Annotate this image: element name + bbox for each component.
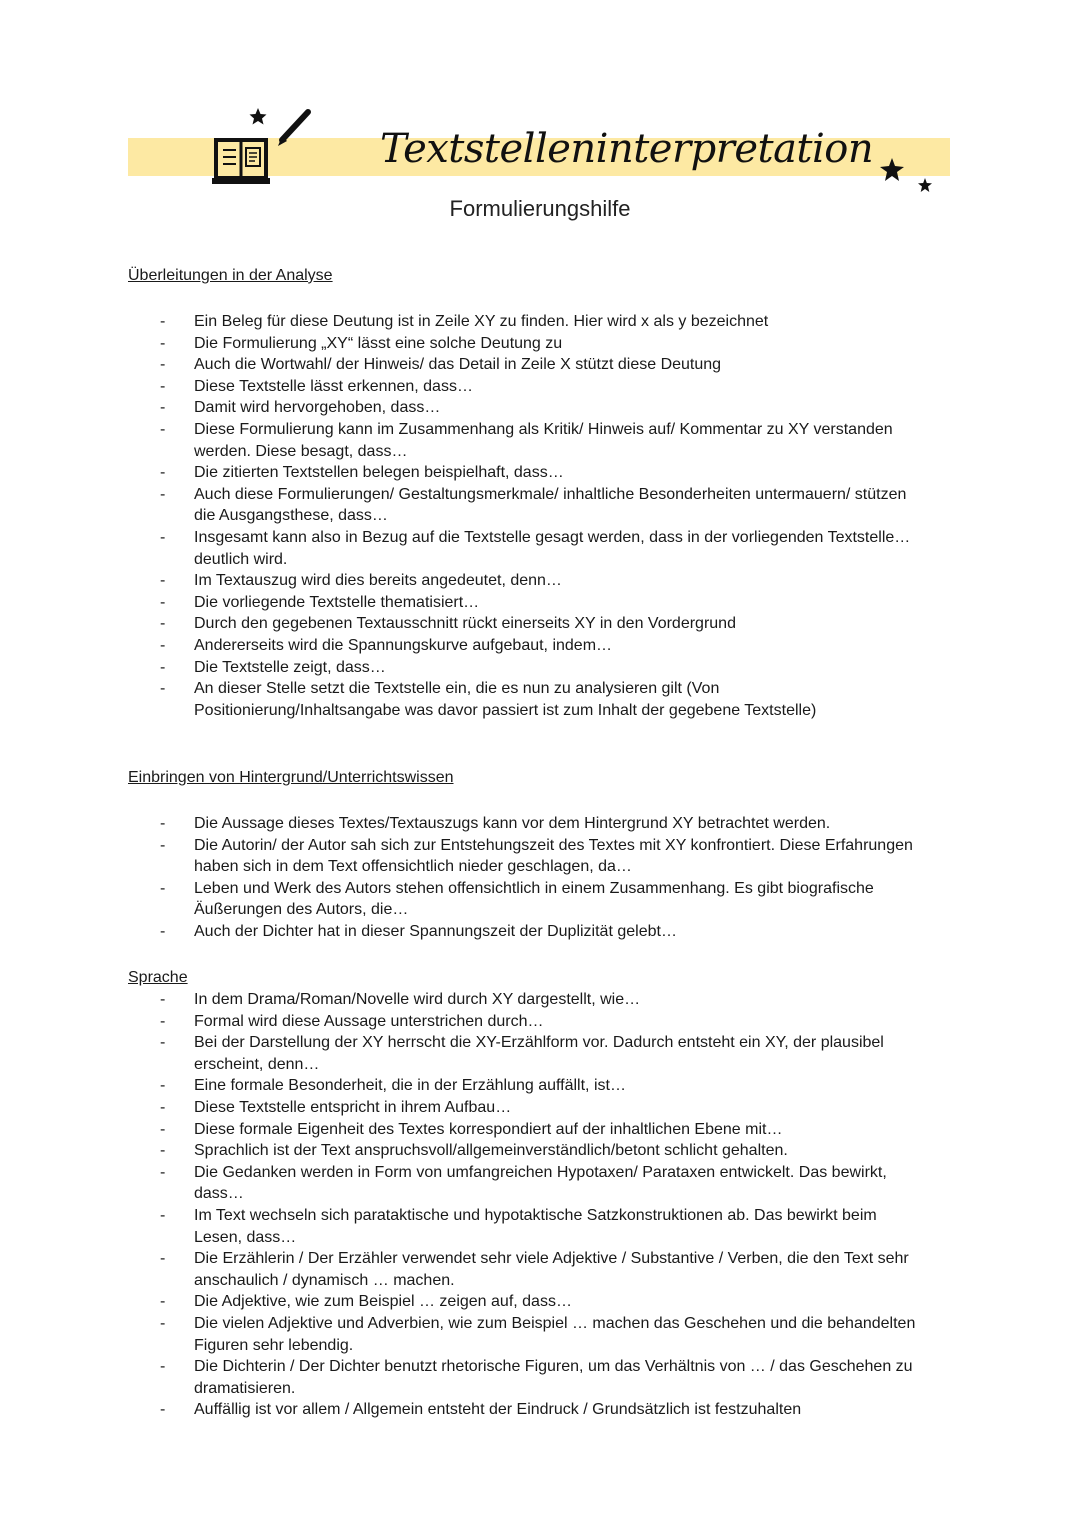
- list-item: - Leben und Werk des Autors stehen offensichtlich in einem Zusammenhang. Es gibt biografische Äußerungen des Autors, die…: [128, 878, 928, 921]
- section-heading: Einbringen von Hintergrund/Unterrichtswissen: [128, 769, 454, 786]
- pencil-icon: [278, 112, 308, 146]
- list-item: - Diese formale Eigenheit des Textes korrespondiert auf der inhaltlichen Ebene mit…: [128, 1119, 928, 1141]
- list-item: - Die Formulierung „XY“ lässt eine solche Deutung zu: [128, 333, 928, 355]
- list-item: - Die Gedanken werden in Form von umfangreichen Hypotaxen/ Parataxen entwickelt. Das bewirkt, dass…: [128, 1162, 928, 1205]
- list-item: - Ein Beleg für diese Deutung ist in Zeile XY zu finden. Hier wird x als y bezeichnet: [128, 311, 928, 333]
- list-item: - Diese Formulierung kann im Zusammenhang als Kritik/ Hinweis auf/ Kommentar zu XY verstanden werden. Diese besagt, dass…: [128, 419, 928, 462]
- list-item: - Bei der Darstellung der XY herrscht die XY-Erzählform vor. Dadurch entsteht ein XY, der plausibel erscheint, denn…: [128, 1032, 928, 1075]
- analysis-list: [128, 311, 928, 721]
- section-heading: Sprache: [128, 969, 188, 986]
- list-item: - Die Textstelle zeigt, dass…: [128, 657, 928, 679]
- list-item: - Die Aussage dieses Textes/Textauszugs kann vor dem Hintergrund XY betrachtet werden.: [128, 813, 928, 835]
- list-item: - Andererseits wird die Spannungskurve aufgebaut, indem…: [128, 635, 928, 657]
- section-background: [128, 767, 928, 943]
- list-item: - Eine formale Besonderheit, die in der Erzählung auffällt, ist…: [128, 1075, 928, 1097]
- page-title: Textstelleninterpretation: [380, 126, 874, 172]
- list-item: - Die Erzählerin / Der Erzähler verwendet sehr viele Adjektive / Substantive / Verben, die den Text sehr anschaulich / dynamisch … machen.: [128, 1248, 928, 1291]
- book-icon: [208, 100, 318, 190]
- list-item: - Die Dichterin / Der Dichter benutzt rhetorische Figuren, um das Verhältnis von … / das Geschehen zu dramatisieren.: [128, 1356, 928, 1399]
- list-item: - Diese Textstelle lässt erkennen, dass…: [128, 376, 928, 398]
- list-item: - Insgesamt kann also in Bezug auf die Textstelle gesagt werden, dass in der vorliegenden Textstelle… deutlich wird.: [128, 527, 928, 570]
- list-item: - Die vielen Adjektive und Adverbien, wie zum Beispiel … machen das Geschehen und die behandelten Figuren sehr lebendig.: [128, 1313, 928, 1356]
- list-item: - Sprachlich ist der Text anspruchsvoll/allgemeinverständlich/betont schlicht gehalten.: [128, 1140, 928, 1162]
- list-item: - Auch die Wortwahl/ der Hinweis/ das Detail in Zeile X stützt diese Deutung: [128, 354, 928, 376]
- list-item: - Auffällig ist vor allem / Allgemein entsteht der Eindruck / Grundsätzlich ist festzuhalten: [128, 1399, 928, 1421]
- list-item: - Auch der Dichter hat in dieser Spannungszeit der Duplizität gelebt…: [128, 921, 928, 943]
- list-item: - Durch den gegebenen Textausschnitt rückt einerseits XY in den Vordergrund: [128, 613, 928, 635]
- star-icon-large: [878, 156, 906, 184]
- page-subtitle: Formulierungshilfe: [449, 196, 631, 221]
- list-item: - In dem Drama/Roman/Novelle wird durch XY dargestellt, wie…: [128, 989, 928, 1011]
- section-heading: Überleitungen in der Analyse: [128, 267, 333, 284]
- section-analysis: [128, 265, 928, 721]
- section-language: [128, 967, 928, 1421]
- list-item: - Im Text wechseln sich parataktische und hypotaktische Satzkonstruktionen ab. Das bewirkt beim Lesen, dass…: [128, 1205, 928, 1248]
- star-icon: [250, 108, 267, 125]
- list-item: - Die zitierten Textstellen belegen beispielhaft, dass…: [128, 462, 928, 484]
- list-item: - Die vorliegende Textstelle thematisiert…: [128, 592, 928, 614]
- list-item: - Formal wird diese Aussage unterstrichen durch…: [128, 1011, 928, 1033]
- list-item: - Damit wird hervorgehoben, dass…: [128, 397, 928, 419]
- background-list: [128, 813, 928, 943]
- star-icon-small: [917, 177, 933, 193]
- list-item: - Die Autorin/ der Autor sah sich zur Entstehungszeit des Textes mit XY konfrontiert. Diese Erfahrungen haben sich in dem Text offensichtlich nieder geschlagen, da…: [128, 835, 928, 878]
- list-item: - Diese Textstelle entspricht in ihrem Aufbau…: [128, 1097, 928, 1119]
- list-item: - An dieser Stelle setzt die Textstelle ein, die es nun zu analysieren gilt (Von Positionierung/Inhaltsangabe was davor passiert ist zum Inhalt der gegebene Textstelle): [128, 678, 928, 721]
- list-item: - Die Adjektive, wie zum Beispiel … zeigen auf, dass…: [128, 1291, 928, 1313]
- list-item: - Im Textauszug wird dies bereits angedeutet, denn…: [128, 570, 928, 592]
- language-list: [128, 989, 928, 1421]
- list-item: - Auch diese Formulierungen/ Gestaltungsmerkmale/ inhaltliche Besonderheiten untermauern/ stützen die Ausgangsthese, dass…: [128, 484, 928, 527]
